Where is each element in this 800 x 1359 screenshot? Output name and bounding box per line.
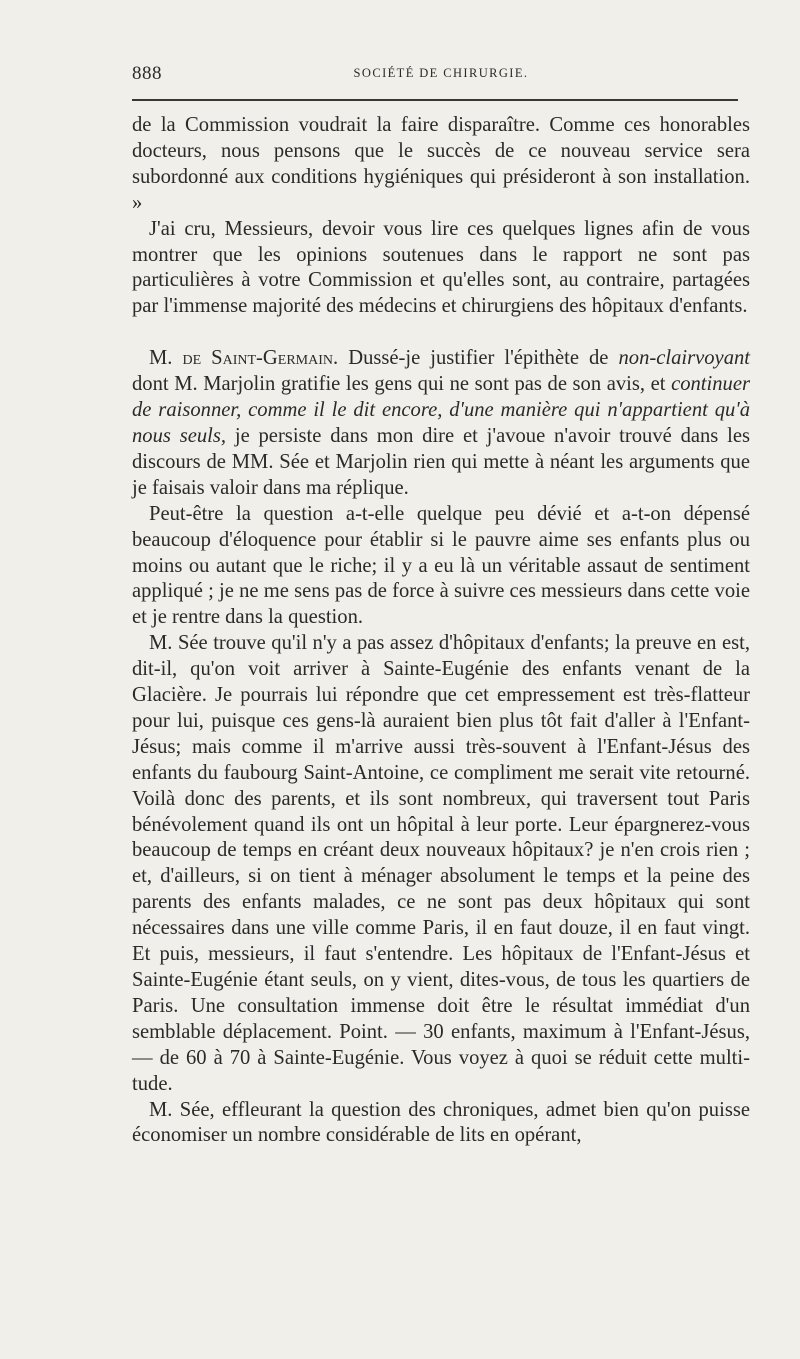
speaker-name: M. de Saint-Germain.: [149, 347, 339, 370]
paragraph-gap: [132, 320, 750, 346]
paragraph-messieurs: J'ai cru, Messieurs, devoir vous lire ces quelques lignes afin de vous montrer que les opinions soutenues dans le rapport ne sont pas particulières à votre Commission et qu'elles sont, au contraire, partagées par l'immense majorité des médecins et chirurgiens des hôpitaux d'enfants.: [132, 217, 750, 318]
page-header: [132, 63, 750, 87]
italic-phrase: continuer de raisonner, comme il le dit encore, d'une manière qui n'appartient qu'à nous seuls,: [132, 373, 750, 447]
text-run: Dussé-je justifier l'épithète de: [338, 347, 619, 370]
paragraph-m-see-chroniques: M. Sée, effleurant la question des chroniques, admet bien qu'on puisse économiser un nombre considérable de lits en opérant,: [132, 1098, 750, 1147]
running-title: SOCIÉTÉ DE CHIRURGIE.: [353, 66, 529, 80]
page-number: 888: [132, 63, 162, 84]
header-rule: [132, 99, 738, 101]
paragraph-commission-quote-end: de la Commission voudrait la faire disparaître. Comme ces honorables docteurs, nous pensons que le succès de ce nouveau service sera subordonné aux conditions hygiéniques qui présideront à son installation. »: [132, 114, 750, 214]
paragraph-saint-germain: [132, 346, 750, 501]
italic-phrase: non-clairvoyant: [618, 347, 751, 370]
body-text: [132, 113, 750, 1149]
paragraph-peut-etre: Peut-être la question a-t-elle quelque peu dévié et a-t-on dépensé beaucoup d'éloquence pour établir si le pauvre aime ses enfants plus ou moins ou autant que le riche; il y a eu là un véritable assaut de sentiment appliqué ; je ne me sens pas de force à suivre ces messieurs dans cette voie et je rentre dans la question.: [132, 502, 750, 629]
text-run: je persiste dans mon dire et j'avoue n'avoir trouvé dans les discours de MM. Sée et Marjolin rien qui mette à néant les arguments que je faisais valoir dans ma réplique.: [132, 424, 750, 499]
paragraph-m-see-hopitaux: M. Sée trouve qu'il n'y a pas assez d'hôpitaux d'enfants; la preuve en est, dit-il, qu'on voit arriver à Sainte-Eugénie des enfants venant de la Glacière. Je pourrais lui répondre que cet empressement est très-flatteur pour lui, puisque ces gens-là auraient bien plus tôt fait d'aller à l'Enfant-Jésus; mais comme il m'arrive aussi très-souvent à l'Enfant-Jésus des enfants du faubourg Saint-Antoine, ce compliment me serait vite retourné. Voilà donc des parents, et ils sont nombreux, qui traversent tout Paris bénévolement quand ils ont un hôpital à leur porte. Leur épargnerez-vous beaucoup de temps en créant deux nouveaux hôpitaux? je n'en crois rien ; et, d'ailleurs, si on tient à ménager absolument le temps et la peine des parents des enfants malades, ce ne sont pas deux hôpitaux qui sont nécessaires dans une ville comme Paris, il en faut douze, il en faut vingt. Et puis, messieurs, il faut s'entendre. Les hôpitaux de l'Enfant-Jésus et Sainte-Eugénie étant seuls, on y vient, dites-vous, de tous les quartiers de Paris. Une consultation immense doit être le résultat immédiat d'un semblable déplacement. Point. — 30 enfants, maximum à l'Enfant-Jésus, — de 60 à 70 à Sainte-Eugénie. Vous voyez à quoi se réduit cette multitude.: [132, 632, 750, 1095]
text-run: dont M. Marjolin gratifie les gens qui ne sont pas de son avis, et: [132, 373, 672, 396]
